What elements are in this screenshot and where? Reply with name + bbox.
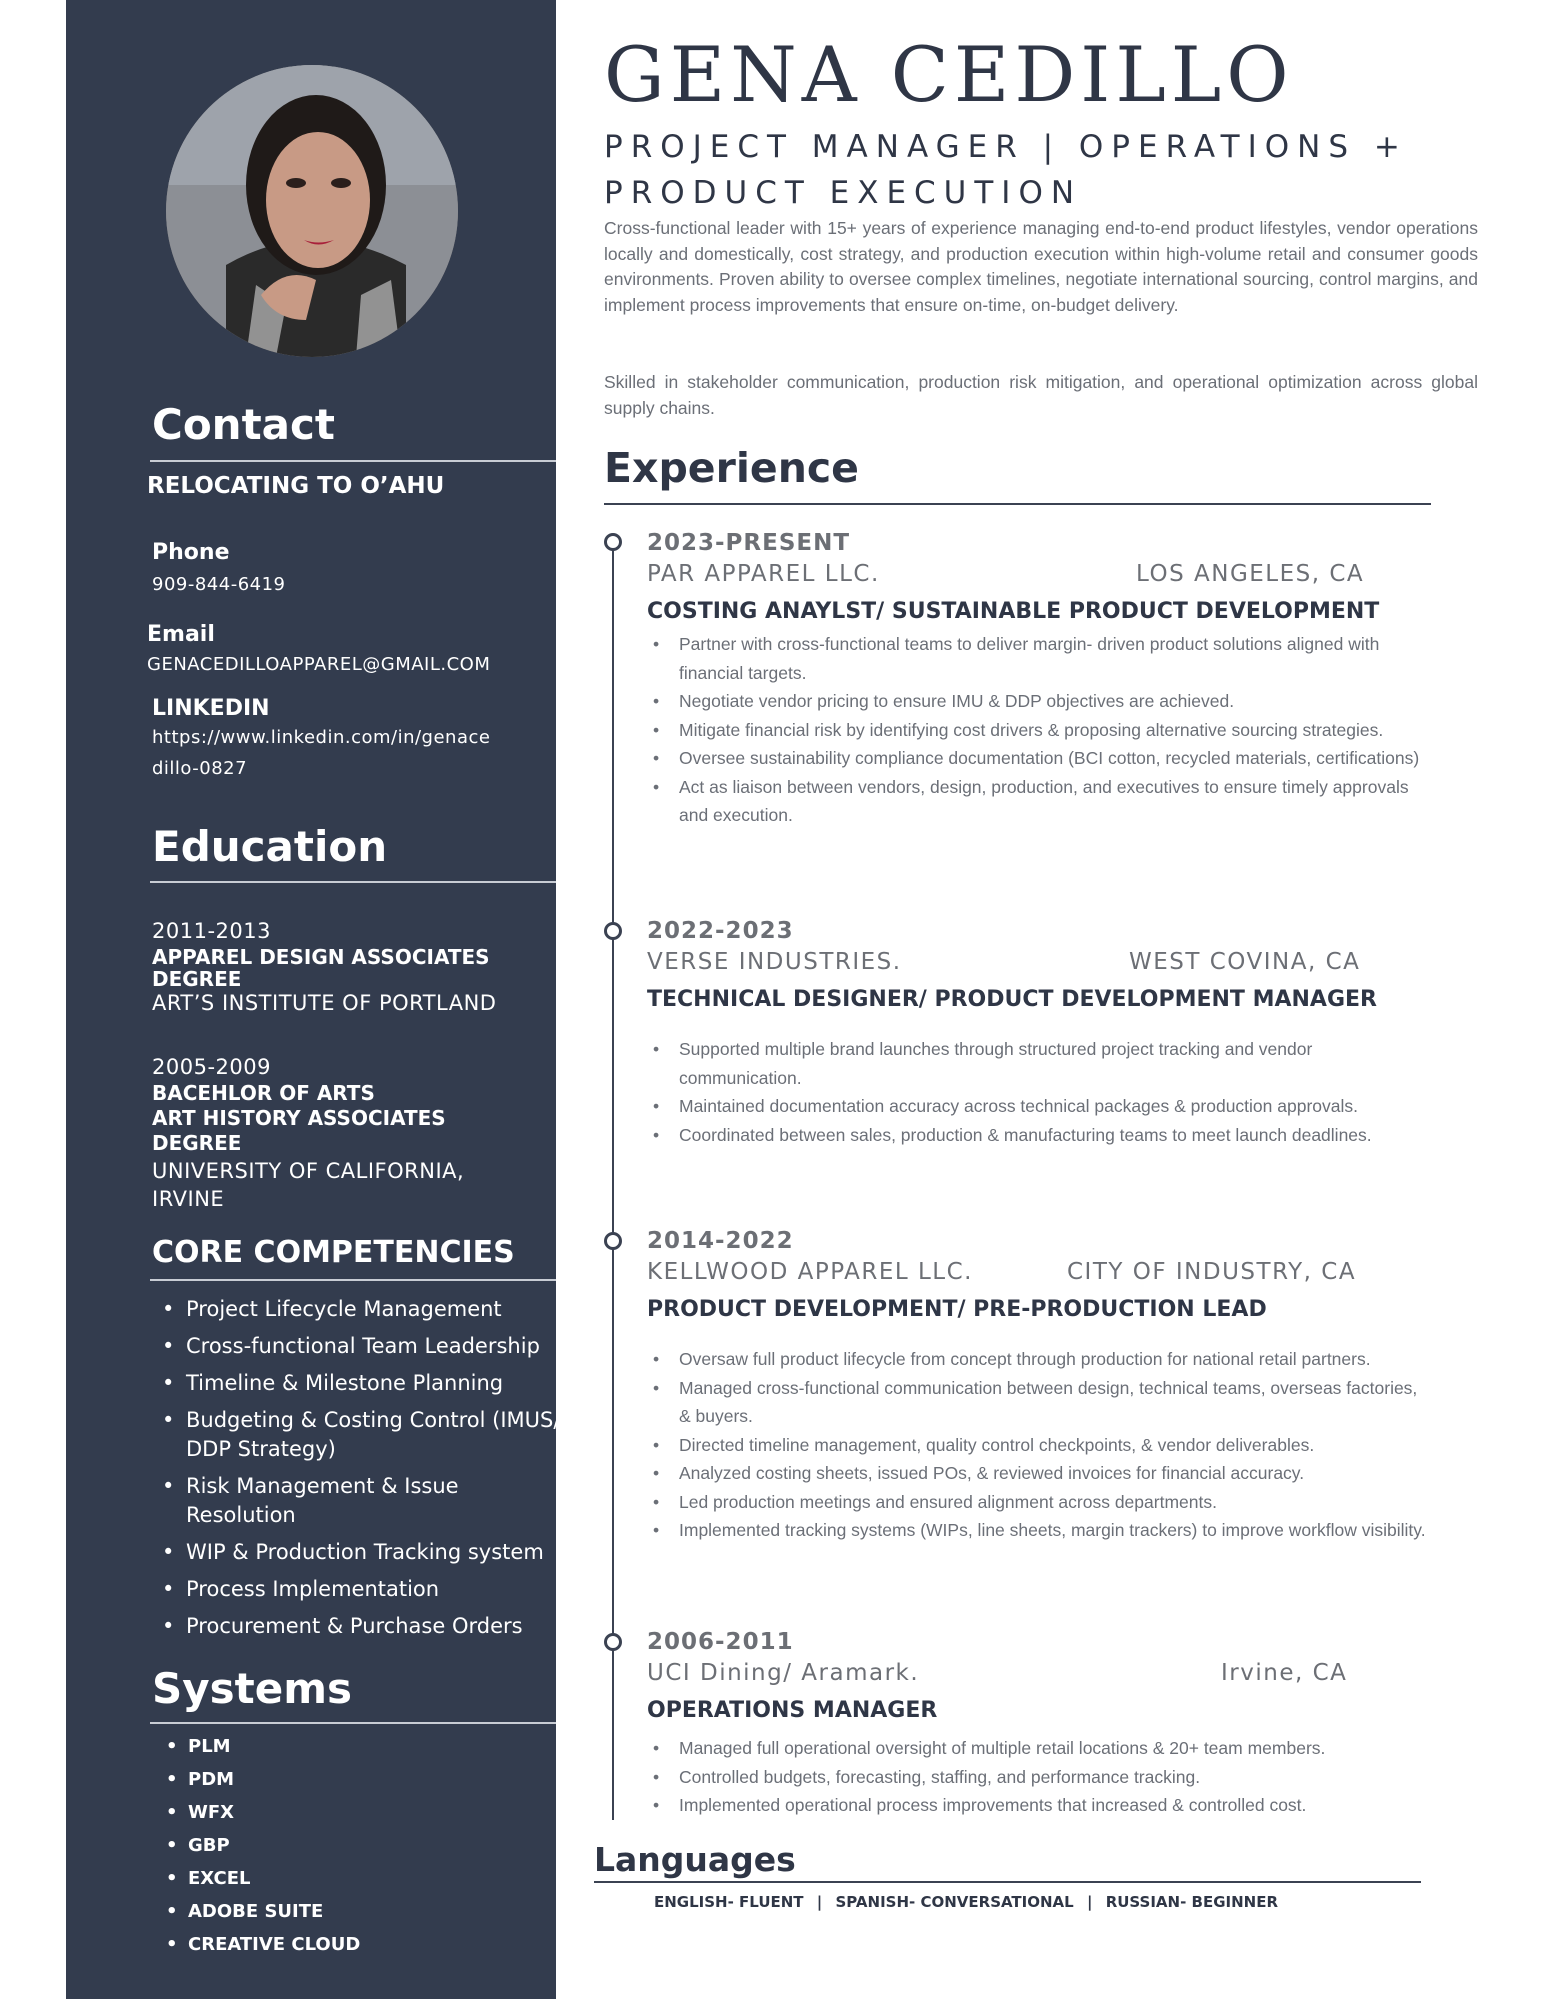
role-title-line: PROJECT MANAGER | OPERATIONS + [604, 129, 1408, 165]
list-item: • Mitigate financial risk by identifying cost drivers & proposing alternative sourcing strategies. [647, 716, 1427, 745]
linkedin-label: LINKEDIN [152, 696, 270, 721]
education-school: UNIVERSITY OF CALIFORNIA, [152, 1159, 465, 1183]
education-school: IRVINE [152, 1187, 225, 1211]
job-bullets [647, 630, 1427, 830]
list-item: • Analyzed costing sheets, issued POs, & reviewed invoices for financial accuracy. [647, 1459, 1427, 1488]
job-company: PAR APPAREL LLC. [647, 561, 880, 587]
timeline-line [612, 540, 614, 1820]
timeline-dot [604, 533, 622, 551]
language-item: SPANISH- CONVERSATIONAL [835, 1893, 1074, 1911]
job-location: WEST COVINA, CA [1129, 949, 1361, 975]
linkedin-url-line1[interactable]: https://www.linkedin.com/in/genace [152, 727, 491, 748]
job-title: PRODUCT DEVELOPMENT/ PRE-PRODUCTION LEAD [647, 1297, 1267, 1322]
job-title: OPERATIONS MANAGER [647, 1698, 938, 1723]
list-item: • Coordinated between sales, production & manufacturing teams to meet launch deadlines. [647, 1121, 1427, 1150]
job-location: LOS ANGELES, CA [1136, 561, 1365, 587]
list-item: • CREATIVE CLOUD [158, 1928, 360, 1961]
list-item: • Process Implementation [162, 1575, 562, 1604]
list-item: • Managed full operational oversight of multiple retail locations & 20+ team members. [647, 1734, 1427, 1763]
profile-photo [166, 65, 458, 357]
list-item: • Act as liaison between vendors, design, production, and executives to ensure timely approvals and execution. [647, 773, 1427, 830]
list-item: • Maintained documentation accuracy across technical packages & production approvals. [647, 1092, 1427, 1121]
list-item: • Managed cross-functional communication between design, technical teams, overseas factories, & buyers. [647, 1374, 1427, 1431]
summary-paragraph: Cross-functional leader with 15+ years of experience managing end-to-end product lifestyles, vendor operations locally and domestically, cost strategy, and production execution within high-volume retail and consumer goods environments. Proven ability to oversee complex timelines, negotiate international sourcing, control margins, and implement process improvements that ensure on-time, on-budget delivery. [604, 218, 1478, 315]
list-item: • Implemented operational process improvements that increased & controlled cost. [647, 1791, 1427, 1820]
job-company: UCI Dining/ Aramark. [647, 1660, 920, 1686]
systems-heading: Systems [152, 1664, 352, 1713]
education-degree: APPAREL DESIGN ASSOCIATES [152, 945, 490, 969]
competencies-divider [150, 1279, 556, 1281]
list-item: • EXCEL [158, 1862, 360, 1895]
language-separator: | [816, 1893, 823, 1911]
languages-divider [594, 1881, 1421, 1883]
list-item: • Procurement & Purchase Orders [162, 1612, 562, 1641]
list-item: • Directed timeline management, quality control checkpoints, & vendor deliverables. [647, 1431, 1427, 1460]
job-company: VERSE INDUSTRIES. [647, 949, 902, 975]
education-degree: ART HISTORY ASSOCIATES [152, 1106, 446, 1130]
list-item: • Budgeting & Costing Control (IMUS/ DDP Strategy) [162, 1406, 562, 1464]
relocating-text: RELOCATING TO O’AHU [147, 473, 445, 499]
job-location: Irvine, CA [1221, 1660, 1348, 1686]
education-years: 2005-2009 [152, 1055, 271, 1079]
job-years: 2006-2011 [647, 1629, 794, 1655]
email-label: Email [147, 622, 215, 647]
list-item: • Implemented tracking systems (WIPs, line sheets, margin trackers) to improve workflow visibility. [647, 1516, 1427, 1545]
list-item: • Controlled budgets, forecasting, staffing, and performance tracking. [647, 1763, 1427, 1792]
job-years: 2014-2022 [647, 1228, 794, 1254]
language-item: ENGLISH- FLUENT [654, 1893, 804, 1911]
profile-photo-image [166, 65, 458, 357]
list-item: • Negotiate vendor pricing to ensure IMU & DDP objectives are achieved. [647, 687, 1427, 716]
job-title: COSTING ANAYLST/ SUSTAINABLE PRODUCT DEVELOPMENT [647, 599, 1380, 624]
candidate-name: GENA CEDILLO [604, 30, 1294, 119]
contact-heading: Contact [152, 400, 335, 449]
experience-heading: Experience [604, 444, 859, 492]
list-item: • PLM [158, 1730, 360, 1763]
list-item: • Oversee sustainability compliance documentation (BCI cotton, recycled materials, certifications) [647, 744, 1427, 773]
job-company: KELLWOOD APPAREL LLC. [647, 1259, 973, 1285]
list-item: • ADOBE SUITE [158, 1895, 360, 1928]
timeline-dot [604, 1232, 622, 1250]
language-item: RUSSIAN- BEGINNER [1105, 1893, 1279, 1911]
list-item: • WIP & Production Tracking system [162, 1538, 562, 1567]
job-bullets [647, 1035, 1427, 1149]
list-item: • Risk Management & Issue Resolution [162, 1472, 562, 1530]
education-divider [150, 881, 556, 883]
job-bullets [647, 1734, 1427, 1820]
contact-divider [150, 460, 556, 462]
list-item: • Partner with cross-functional teams to deliver margin- driven product solutions aligned with financial targets. [647, 630, 1427, 687]
summary-paragraph: Skilled in stakeholder communication, production risk mitigation, and operational optimization across global supply chains. [604, 372, 1478, 418]
education-degree: BACEHLOR OF ARTS [152, 1081, 375, 1105]
competencies-heading: CORE COMPETENCIES [152, 1235, 515, 1270]
education-degree: DEGREE [152, 967, 242, 991]
list-item: • PDM [158, 1763, 360, 1796]
list-item: • Cross-functional Team Leadership [162, 1332, 562, 1361]
job-years: 2023-PRESENT [647, 530, 851, 556]
systems-list [158, 1730, 360, 1961]
sidebar [66, 0, 561, 1999]
language-separator: | [1086, 1893, 1093, 1911]
list-item: • Oversaw full product lifecycle from concept through production for national retail partners. [647, 1345, 1427, 1374]
competencies-list [162, 1295, 562, 1649]
education-degree: DEGREE [152, 1131, 242, 1155]
job-location: CITY OF INDUSTRY, CA [1067, 1259, 1357, 1285]
list-item: • Supported multiple brand launches through structured project tracking and vendor communication. [647, 1035, 1427, 1092]
education-school: ART’S INSTITUTE OF PORTLAND [152, 991, 497, 1015]
experience-divider [604, 503, 1431, 505]
list-item: • GBP [158, 1829, 360, 1862]
list-item: • Timeline & Milestone Planning [162, 1369, 562, 1398]
languages-list [654, 1893, 1286, 1911]
timeline-dot [604, 1633, 622, 1651]
education-years: 2011-2013 [152, 919, 271, 943]
list-item: • Led production meetings and ensured alignment across departments. [647, 1488, 1427, 1517]
role-title-line: PRODUCT EXECUTION [604, 175, 1083, 211]
list-item: • Project Lifecycle Management [162, 1295, 562, 1324]
job-bullets [647, 1345, 1427, 1545]
education-heading: Education [152, 822, 388, 871]
role-title [604, 124, 1504, 216]
list-item: • WFX [158, 1796, 360, 1829]
phone-label: Phone [152, 540, 230, 565]
systems-divider [150, 1722, 556, 1724]
timeline-dot [604, 922, 622, 940]
email-value[interactable]: GENACEDILLOAPPAREL@GMAIL.COM [147, 654, 491, 675]
job-title: TECHNICAL DESIGNER/ PRODUCT DEVELOPMENT MANAGER [647, 987, 1377, 1012]
job-years: 2022-2023 [647, 918, 794, 944]
phone-value[interactable]: 909-844-6419 [152, 574, 286, 595]
languages-heading: Languages [594, 1840, 796, 1879]
linkedin-url-line2[interactable]: dillo-0827 [152, 758, 248, 779]
